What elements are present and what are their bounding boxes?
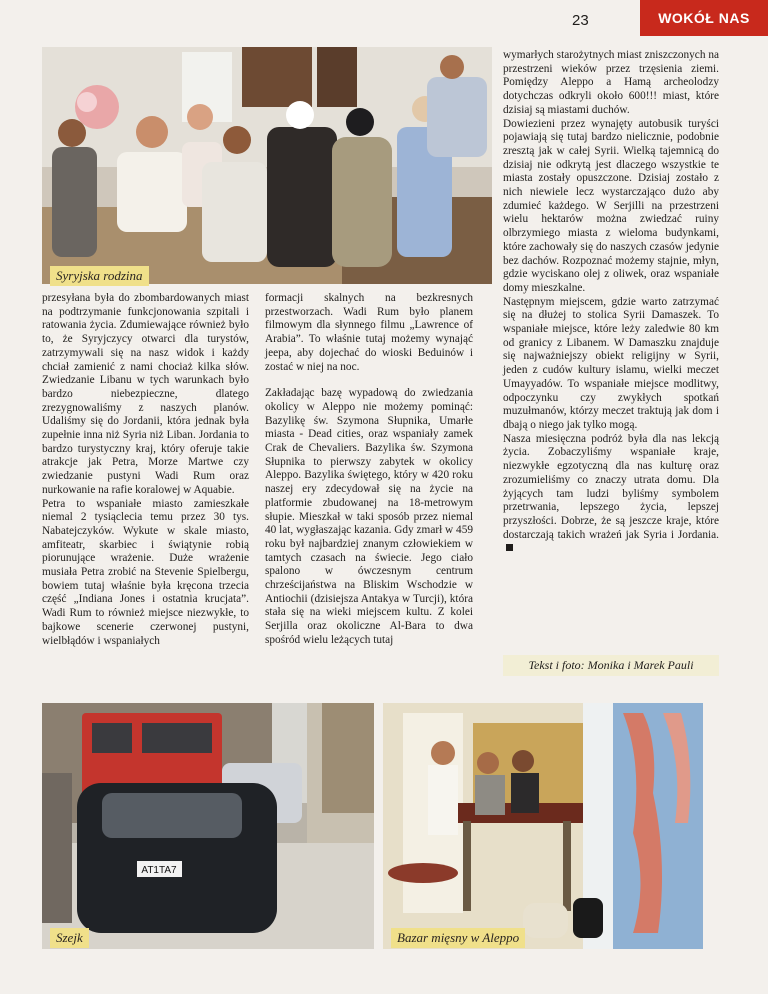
right-paragraph: wymarłych starożytnych miast zniszczonych na przestrzeni wieków przez trzęsienia ziemi. Pomiędzy Aleppo a Hamą archeolodzy dotychczas odkryli około 600!!! miast, które dzisiaj są miastami duchów.	[503, 49, 719, 116]
bazaar-photo-caption: Bazar mięsny w Aleppo	[391, 928, 525, 948]
left-text-column	[42, 292, 249, 648]
section-tab: WOKÓŁ NAS	[640, 0, 768, 36]
street-photo-illustration	[42, 703, 374, 949]
family-photo-caption: Syryjska rodzina	[50, 266, 149, 286]
middle-paragraph: Zakładając bazę wypadową do zwiedzania okolicy w Aleppo nie możemy pominąć: Bazylikę św. Szymona Słupnika, Umarłe miasta - Dead cities, oraz wspaniały zamek Crak de Chevaliers. Bazylika św. Szymona Słupnika to pierwszy zabytek w okolicy Aleppo. Bazylika świętego, który w 420 roku naszej ery zdecydował się na życie na platformie zbudowanej na 18-metrowym słupie. Mieszkał w taki sposób przez niemal 40 lat, wygłaszając kazania. Gdy zmarł w 459 roku był najbardziej znanym człowiekiem w tamtych czasach na świecie. Jego ciało spalono w ówczesnym centrum chrześcijaństwa na Bliskim Wschodzie w Antiochii (dzisiejsza Antakya w Turcji), która stała się na wieki miejscem kultu. Z kolei Serjilla oraz okoliczne Al-Bara to dwa spośród wielu leżących tutaj	[265, 387, 473, 646]
page-number: 23	[572, 12, 589, 29]
middle-paragraph: formacji skalnych na bezkresnych przestworzach. Wadi Rum było planem filmowym dla słynnego filmu „Lawrence of Arabia”. To właśnie tutaj możemy wynająć jeepa, aby dojechać do wioski Beduinów i zostać w niej na noc.	[265, 292, 473, 373]
street-photo	[42, 703, 374, 949]
left-paragraph: Petra to wspaniałe miasto zamieszkałe niemal 2 tysiąclecia temu przez 30 tys. Nabatejczyków. Wykute w skale miasto, amfiteatr, skarbiec i świątynie robią piorunujące wrażenie. Duże wrażenie musiała Petra zrobić na Stevenie Spielbergu, bowiem tutaj właśnie była kręcona trzecia część „Indiana Jones i ostatnia krucjata”. Wadi Rum to również miejsce niezwykłe, to bajkowe scenerie czerwonej pustyni, wielbłądów i wspaniałych	[42, 497, 249, 647]
bazaar-photo	[383, 703, 703, 949]
street-photo-caption: Szejk	[50, 928, 89, 948]
family-photo-illustration	[42, 47, 492, 284]
left-paragraph: przesyłana była do zbombardowanych miast na podtrzymanie funkcjonowania szpitali i ratowania życia. Zdumiewające również było to, że Syryjczycy otwarci dla turystów, zatrzymywali się na nasz widok i każdy chciał zamienić z nami chociaż kilka słów. Zwiedzanie Libanu w tych warunkach było bardzo niebezpieczne, dlatego zrezygnowaliśmy z naszych planów. Udaliśmy się do Jordanii, która jednak była zupełnie inna niż Syria niż Liban. Jordania to bardzo turystyczny kraj, który oferuje takie atrakcje jak Petra, Morze Martwe czy zwiedzanie pustyni Wadi Rum oraz nurkowanie na rafie koralowej w Aquabie.	[42, 292, 249, 496]
middle-text-column	[265, 292, 473, 648]
right-paragraph: Dowiezieni przez wynajęty autobusik turyści pojawiają się tutaj bardzo nielicznie, podobnie zresztą jak w całej Syrii. Wielką tajemnicą do dzisiaj nie odkrytą jest dlaczego wszystkie te miasta zostały opuszczone. Dzisiaj zostało z nich niewiele lecz wystarczająco dużo aby zdumieć każdego. W Serjilli na przestrzeni wielu hektarów można zwiedzać ruiny olbrzymiego miasta z wieloma budynkami, które zachowały się do naszych czasów jedynie bez dachów. Rozpoznać możemy stajnie, młyn, gdzie wyciskano olej z oliwek, oraz wspaniałe domy mieszkalne.	[503, 117, 719, 294]
photo-credit: Tekst i foto: Monika i Marek Pauli	[503, 655, 719, 676]
right-paragraph: Następnym miejscem, gdzie warto zatrzymać się na dłużej to stolica Syrii Damaszek. To wspaniałe miejsce, które leży zaledwie 80 km od granicy z Libanem. W Damaszku znajduje się najważniejszy obiekt religijny w Syrii, jeden z cudów kultury islamu, wielki meczet Umayyadów. To wspaniałe miejsce modlitwy, odpoczynku czy zwykłych spotkań muzułmanów, którzy meczet traktują jak dom i dbają o niego jak tylko mogą.	[503, 295, 719, 431]
closing-text: Nasza miesięczna podróż była dla nas lekcją życia. Zobaczyliśmy wspaniałe kraje, niezwykłe egzotyczną dla nas kulturę oraz zrozumieliśmy co znaczy utrata domu. Dla żyjących tam ludzi byliśmy symbolem przetrwania, lepszego życia, lepszej przyszłości. Dobrze, że są jeszcze kraje, które dostarczają takich wrażeń jak Syria i Jordania.	[503, 432, 719, 541]
end-mark-icon	[506, 544, 513, 551]
bazaar-photo-illustration	[383, 703, 703, 949]
license-plate: AT1TA7	[141, 865, 177, 876]
right-text-column	[503, 49, 719, 556]
family-photo	[42, 47, 492, 284]
right-paragraph	[503, 433, 719, 556]
